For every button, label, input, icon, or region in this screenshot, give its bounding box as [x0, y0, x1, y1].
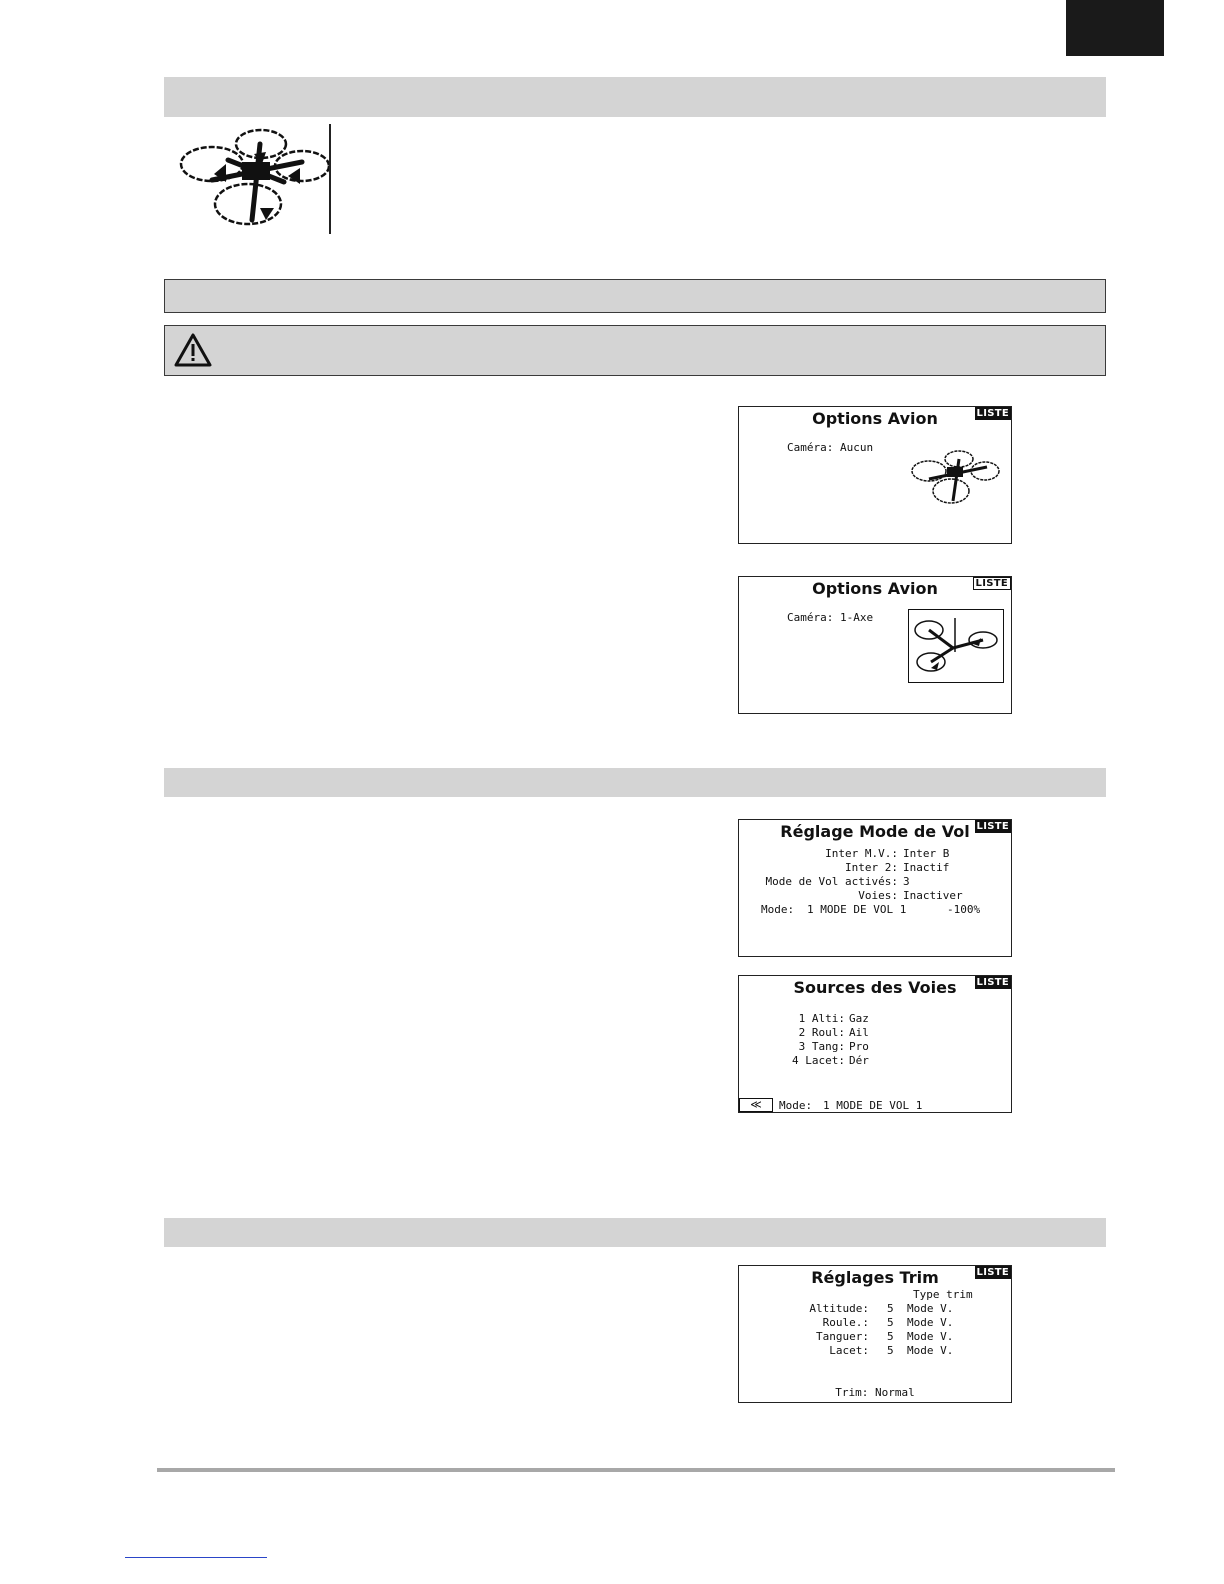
screen-title: Options Avion: [812, 579, 938, 598]
trim-row-steps[interactable]: 5: [887, 1330, 894, 1343]
section-header-bar-1: [164, 77, 1106, 117]
quadcopter-icon: [174, 124, 334, 234]
quadcopter-icon: [909, 447, 1003, 507]
section-header-bar-2: [164, 279, 1106, 313]
trim-row-type[interactable]: Mode V.: [907, 1302, 954, 1315]
trim-row-label: Tanguer:: [816, 1330, 869, 1343]
screen-title: Réglage Mode de Vol: [780, 822, 970, 841]
fm-switch-label: Inter M.V.:: [825, 847, 898, 860]
camera-preview-box: [908, 609, 1004, 683]
trim-row-label: Lacet:: [829, 1344, 869, 1357]
channels-label: Voies:: [858, 889, 898, 902]
liste-badge[interactable]: LISTE: [976, 821, 1009, 832]
mode-value[interactable]: 1 MODE DE VOL 1: [807, 903, 907, 916]
mode-percent: -100%: [947, 903, 981, 916]
camera-setting[interactable]: Caméra: 1-Axe: [787, 611, 874, 624]
mode-label: Mode:: [761, 903, 795, 916]
screen-title: Options Avion: [812, 409, 938, 428]
source-row-value[interactable]: Ail: [849, 1026, 869, 1039]
liste-badge[interactable]: LISTE: [976, 408, 1009, 419]
trim-mode-setting[interactable]: Trim: Normal: [835, 1386, 915, 1399]
channels-value[interactable]: Inactiver: [903, 889, 963, 902]
screen-flight-mode-setup: [738, 819, 1012, 957]
source-row-value[interactable]: Gaz: [849, 1012, 869, 1025]
screen-trim-setup: [738, 1265, 1012, 1403]
liste-badge[interactable]: LISTE: [976, 977, 1009, 988]
section-header-bar-3: [164, 768, 1106, 797]
section-header-bar-4: [164, 1218, 1106, 1247]
trim-row-type[interactable]: Mode V.: [907, 1316, 954, 1329]
camera-setting[interactable]: Caméra: Aucun: [787, 441, 874, 454]
warning-triangle-icon: [173, 332, 213, 368]
warning-banner: [164, 325, 1106, 376]
switch2-label: Inter 2:: [845, 861, 898, 874]
screen-channel-sources: [738, 975, 1012, 1113]
source-row-label: 2 Roul:: [798, 1026, 845, 1039]
liste-badge[interactable]: LISTE: [976, 1267, 1009, 1278]
trim-row-label: Altitude:: [809, 1302, 869, 1315]
mode-label: Mode:: [779, 1099, 813, 1112]
trim-row-type[interactable]: Mode V.: [907, 1344, 954, 1357]
source-row-label: 3 Tang:: [798, 1040, 845, 1053]
vertical-divider: [329, 124, 331, 234]
trim-type-header: Type trim: [913, 1288, 973, 1301]
page-corner-tab: [1066, 0, 1164, 56]
footer-rule: [157, 1468, 1115, 1472]
trim-row-steps[interactable]: 5: [887, 1302, 894, 1315]
trim-row-label: Roule.:: [822, 1316, 869, 1329]
quadcopter-camera-icon: [911, 612, 1001, 680]
trim-row-steps[interactable]: 5: [887, 1344, 894, 1357]
source-row-label: 4 Lacet:: [792, 1054, 845, 1067]
source-row-value[interactable]: Pro: [849, 1040, 869, 1053]
link-underline: [125, 1557, 267, 1558]
screen-options-avion-1axe: [738, 576, 1012, 714]
mode-value[interactable]: 1 MODE DE VOL 1: [823, 1099, 923, 1112]
back-button[interactable]: ≪: [739, 1098, 773, 1112]
screen-options-avion-none: [738, 406, 1012, 544]
switch2-value[interactable]: Inactif: [903, 861, 950, 874]
source-row-value[interactable]: Dér: [849, 1054, 869, 1067]
liste-badge[interactable]: LISTE: [973, 577, 1011, 590]
trim-row-type[interactable]: Mode V.: [907, 1330, 954, 1343]
screen-title: Réglages Trim: [811, 1268, 939, 1287]
active-modes-label: Mode de Vol activés:: [765, 875, 898, 888]
active-modes-value[interactable]: 3: [903, 875, 910, 888]
fm-switch-value[interactable]: Inter B: [903, 847, 950, 860]
source-row-label: 1 Alti:: [798, 1012, 845, 1025]
trim-row-steps[interactable]: 5: [887, 1316, 894, 1329]
screen-title: Sources des Voies: [793, 978, 957, 997]
